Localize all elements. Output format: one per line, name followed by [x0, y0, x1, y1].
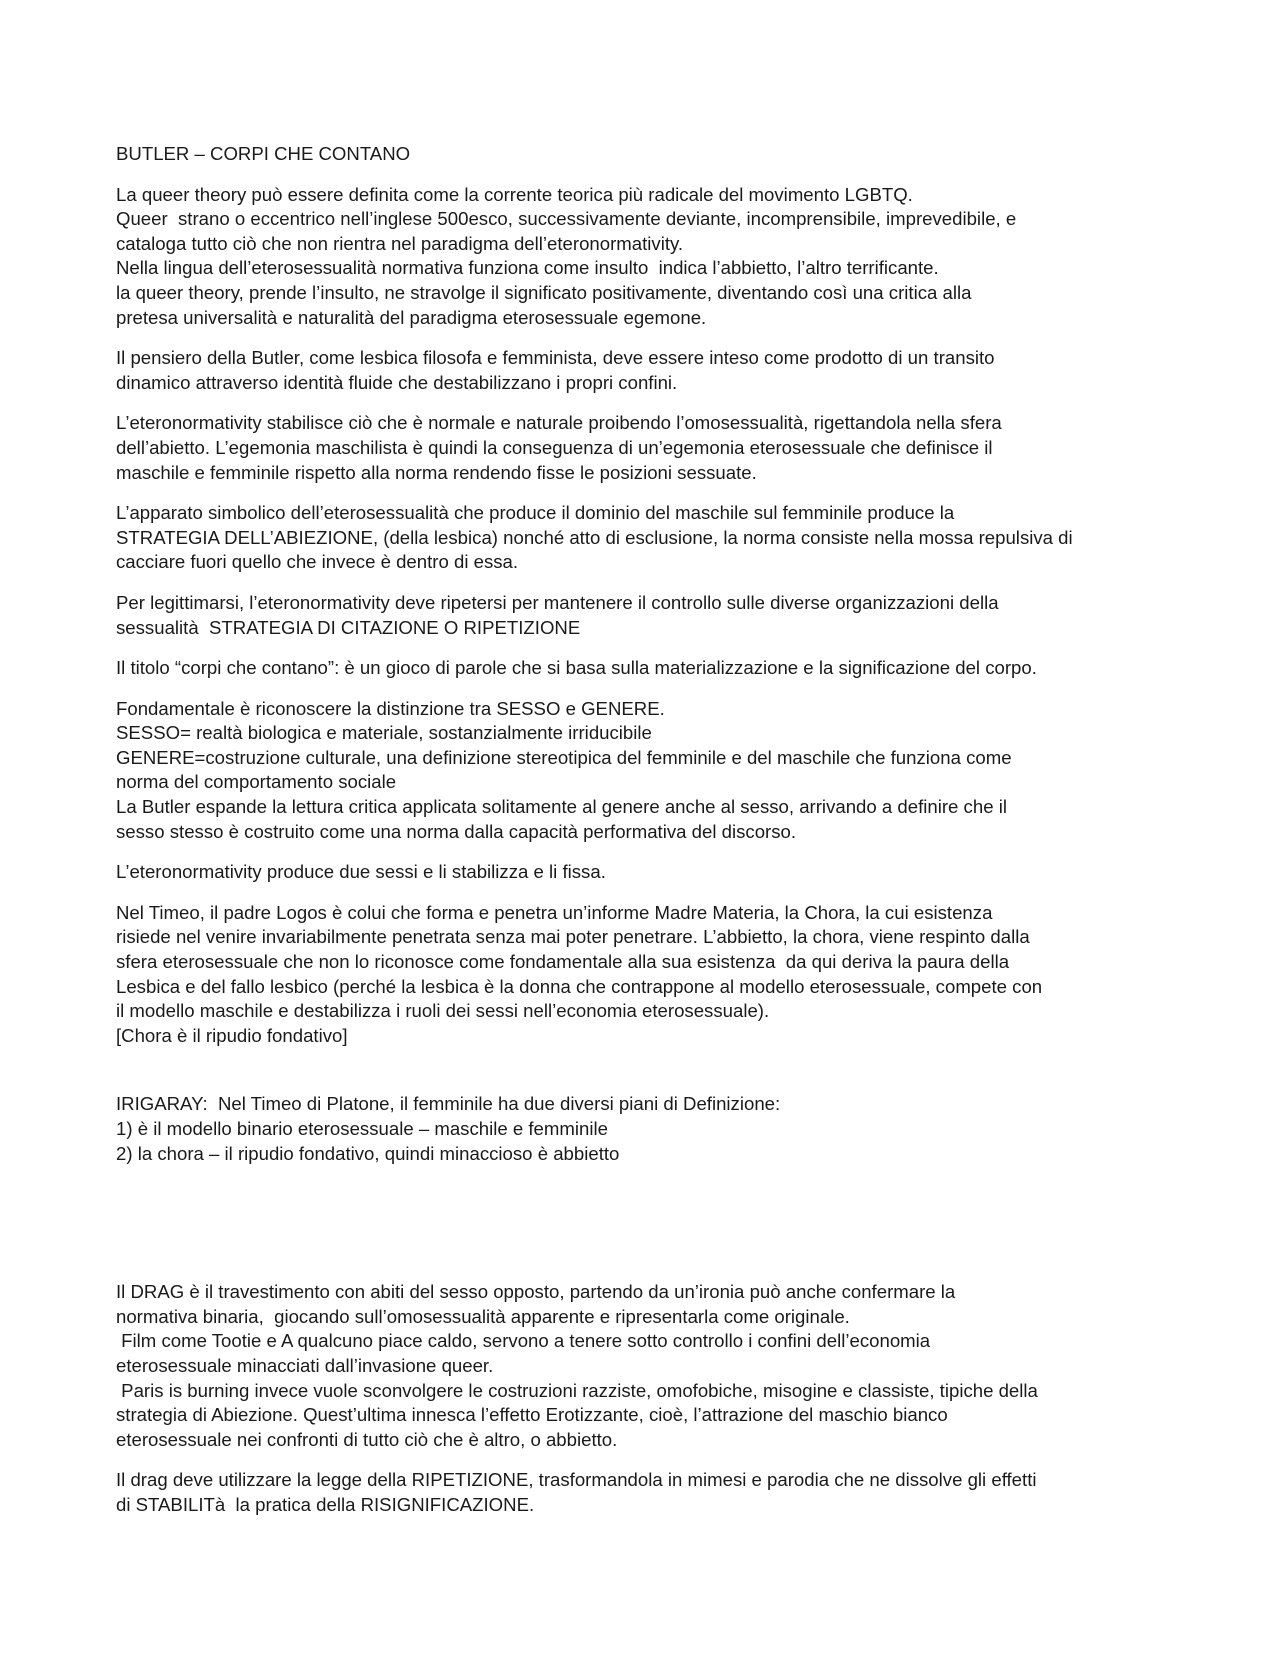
text-line: norma del comportamento sociale — [116, 771, 397, 793]
text-line: Nella lingua dell’eterosessualità normativa funziona come insulto indica l’abbietto, l’altro terrificante. — [116, 257, 939, 279]
text-line: SESSO= realtà biologica e materiale, sostanzialmente irriducibile — [116, 722, 652, 744]
paragraph-irigaray — [116, 1092, 1166, 1166]
text-line: STRATEGIA DELL’ABIEZIONE, (della lesbica) nonché atto di esclusione, la norma consiste nella mossa repulsiva di — [116, 526, 1073, 548]
paragraph-eteronormativity — [116, 411, 1166, 485]
document-title-block — [116, 142, 1166, 167]
text-line: dell’abietto. L’egemonia maschilista è quindi la conseguenza di un’egemonia eterosessuale che definisce il — [116, 436, 993, 458]
spacer — [116, 1182, 1166, 1280]
text-line: maschile e femminile rispetto alla norma rendendo fisse le posizioni sessuate. — [116, 461, 757, 483]
text-line: Nel Timeo, il padre Logos è colui che forma e penetra un’informe Madre Materia, la Chora, la cui esistenza — [116, 901, 993, 923]
paragraph-sesso-genere — [116, 697, 1166, 845]
text-line: La queer theory può essere definita come la corrente teorica più radicale del movimento LGBTQ. — [116, 183, 913, 205]
text-line: Il drag deve utilizzare la legge della RIPETIZIONE, trasformandola in mimesi e parodia che ne dissolve gli effetti — [116, 1469, 1037, 1491]
text-line: Il pensiero della Butler, come lesbica filosofa e femminista, deve essere inteso come prodotto di un transito — [116, 347, 995, 369]
document-page — [116, 142, 1166, 1534]
text-line: Il titolo “corpi che contano”: è un gioco di parole che si basa sulla materializzazione e la significazione del corpo. — [116, 657, 1037, 679]
text-line: IRIGARAY: Nel Timeo di Platone, il femminile ha due diversi piani di Definizione: — [116, 1093, 781, 1115]
paragraph-queer-theory — [116, 183, 1166, 331]
text-line: 1) è il modello binario eterosessuale – maschile e femminile — [116, 1118, 608, 1139]
text-line: Il DRAG è il travestimento con abiti del sesso opposto, partendo da un’ironia può anche confermare la — [116, 1281, 956, 1303]
paragraph-titolo — [116, 656, 1166, 681]
paragraph-timeo — [116, 901, 1166, 1049]
paragraph-apparato-simbolico — [116, 501, 1166, 575]
text-line: cacciare fuori quello che invece è dentro di essa. — [116, 551, 519, 573]
text-line: risiede nel venire invariabilmente penetrata senza mai poter penetrare. L’abbietto, la chora, viene respinto dalla — [116, 926, 1030, 948]
text-line: sesso stesso è costruito come una norma dalla capacità performativa del discorso. — [116, 820, 797, 842]
text-line: GENERE=costruzione culturale, una definizione stereotipica del femminile e del maschile che funziona come — [116, 746, 1012, 768]
paragraph-legittimarsi — [116, 591, 1166, 640]
text-line: Paris is burning invece vuole sconvolgere le costruzioni razziste, omofobiche, misogine e classiste, tipiche della — [116, 1379, 1038, 1401]
text-line: cataloga tutto ciò che non rientra nel paradigma dell’eteronormativity. — [116, 232, 684, 254]
document-title: BUTLER – CORPI CHE CONTANO — [116, 143, 411, 164]
text-line: 2) la chora – il ripudio fondativo, quindi minaccioso è abbietto — [116, 1142, 620, 1164]
text-line: sfera eterosessuale che non lo riconosce come fondamentale alla sua esistenza da qui deriva la paura della — [116, 951, 1010, 973]
text-line: pretesa universalità e naturalità del paradigma eterosessuale egemone. — [116, 306, 707, 328]
paragraph-due-sessi — [116, 860, 1166, 885]
paragraph-butler-thought — [116, 346, 1166, 395]
text-line: Film come Tootie e A qualcuno piace caldo, servono a tenere sotto controllo i confini dell’economia — [116, 1330, 931, 1352]
text-line: di STABILITà la pratica della RISIGNIFICAZIONE. — [116, 1493, 535, 1515]
text-line: eterosessuale nei confronti di tutto ciò che è altro, o abbietto. — [116, 1428, 618, 1450]
text-line: sessualità STRATEGIA DI CITAZIONE O RIPETIZIONE — [116, 616, 581, 638]
text-line: dinamico attraverso identità fluide che destabilizzano i propri confini. — [116, 371, 678, 393]
text-line: Fondamentale è riconoscere la distinzione tra SESSO e GENERE. — [116, 697, 665, 719]
text-line: Queer strano o eccentrico nell’inglese 500esco, successivamente deviante, incomprensibile, imprevedibile, e — [116, 208, 1017, 230]
text-line: L’apparato simbolico dell’eterosessualità che produce il dominio del maschile sul femminile produce la — [116, 502, 955, 524]
text-line: L’eteronormativity stabilisce ciò che è normale e naturale proibendo l’omosessualità, rigettandola nella sfera — [116, 412, 1002, 434]
text-line: Lesbica e del fallo lesbico (perché la lesbica è la donna che contrappone al modello eterosessuale, compete con — [116, 975, 1043, 997]
text-line: la queer theory, prende l’insulto, ne stravolge il significato positivamente, diventando così una critica alla — [116, 281, 972, 303]
text-line: normativa binaria, giocando sull’omosessualità apparente e ripresentarla come originale. — [116, 1305, 850, 1327]
text-line: Per legittimarsi, l’eteronormativity deve ripetersi per mantenere il controllo sulle diverse organizzazioni della — [116, 591, 999, 613]
text-line: eterosessuale minacciati dall’invasione queer. — [116, 1354, 494, 1376]
paragraph-drag-ripetizione — [116, 1468, 1166, 1517]
paragraph-drag — [116, 1280, 1166, 1452]
text-line: [Chora è il ripudio fondativo] — [116, 1024, 348, 1046]
text-line: L’eteronormativity produce due sessi e li stabilizza e li fissa. — [116, 861, 606, 883]
text-line: il modello maschile e destabilizza i ruoli dei sessi nell’economia eterosessuale). — [116, 1000, 770, 1022]
text-line: strategia di Abiezione. Quest’ultima innesca l’effetto Erotizzante, cioè, l’attrazione del maschio bianco — [116, 1404, 948, 1426]
text-line: La Butler espande la lettura critica applicata solitamente al genere anche al sesso, arrivando a definire che il — [116, 796, 1007, 818]
spacer — [116, 1064, 1166, 1092]
